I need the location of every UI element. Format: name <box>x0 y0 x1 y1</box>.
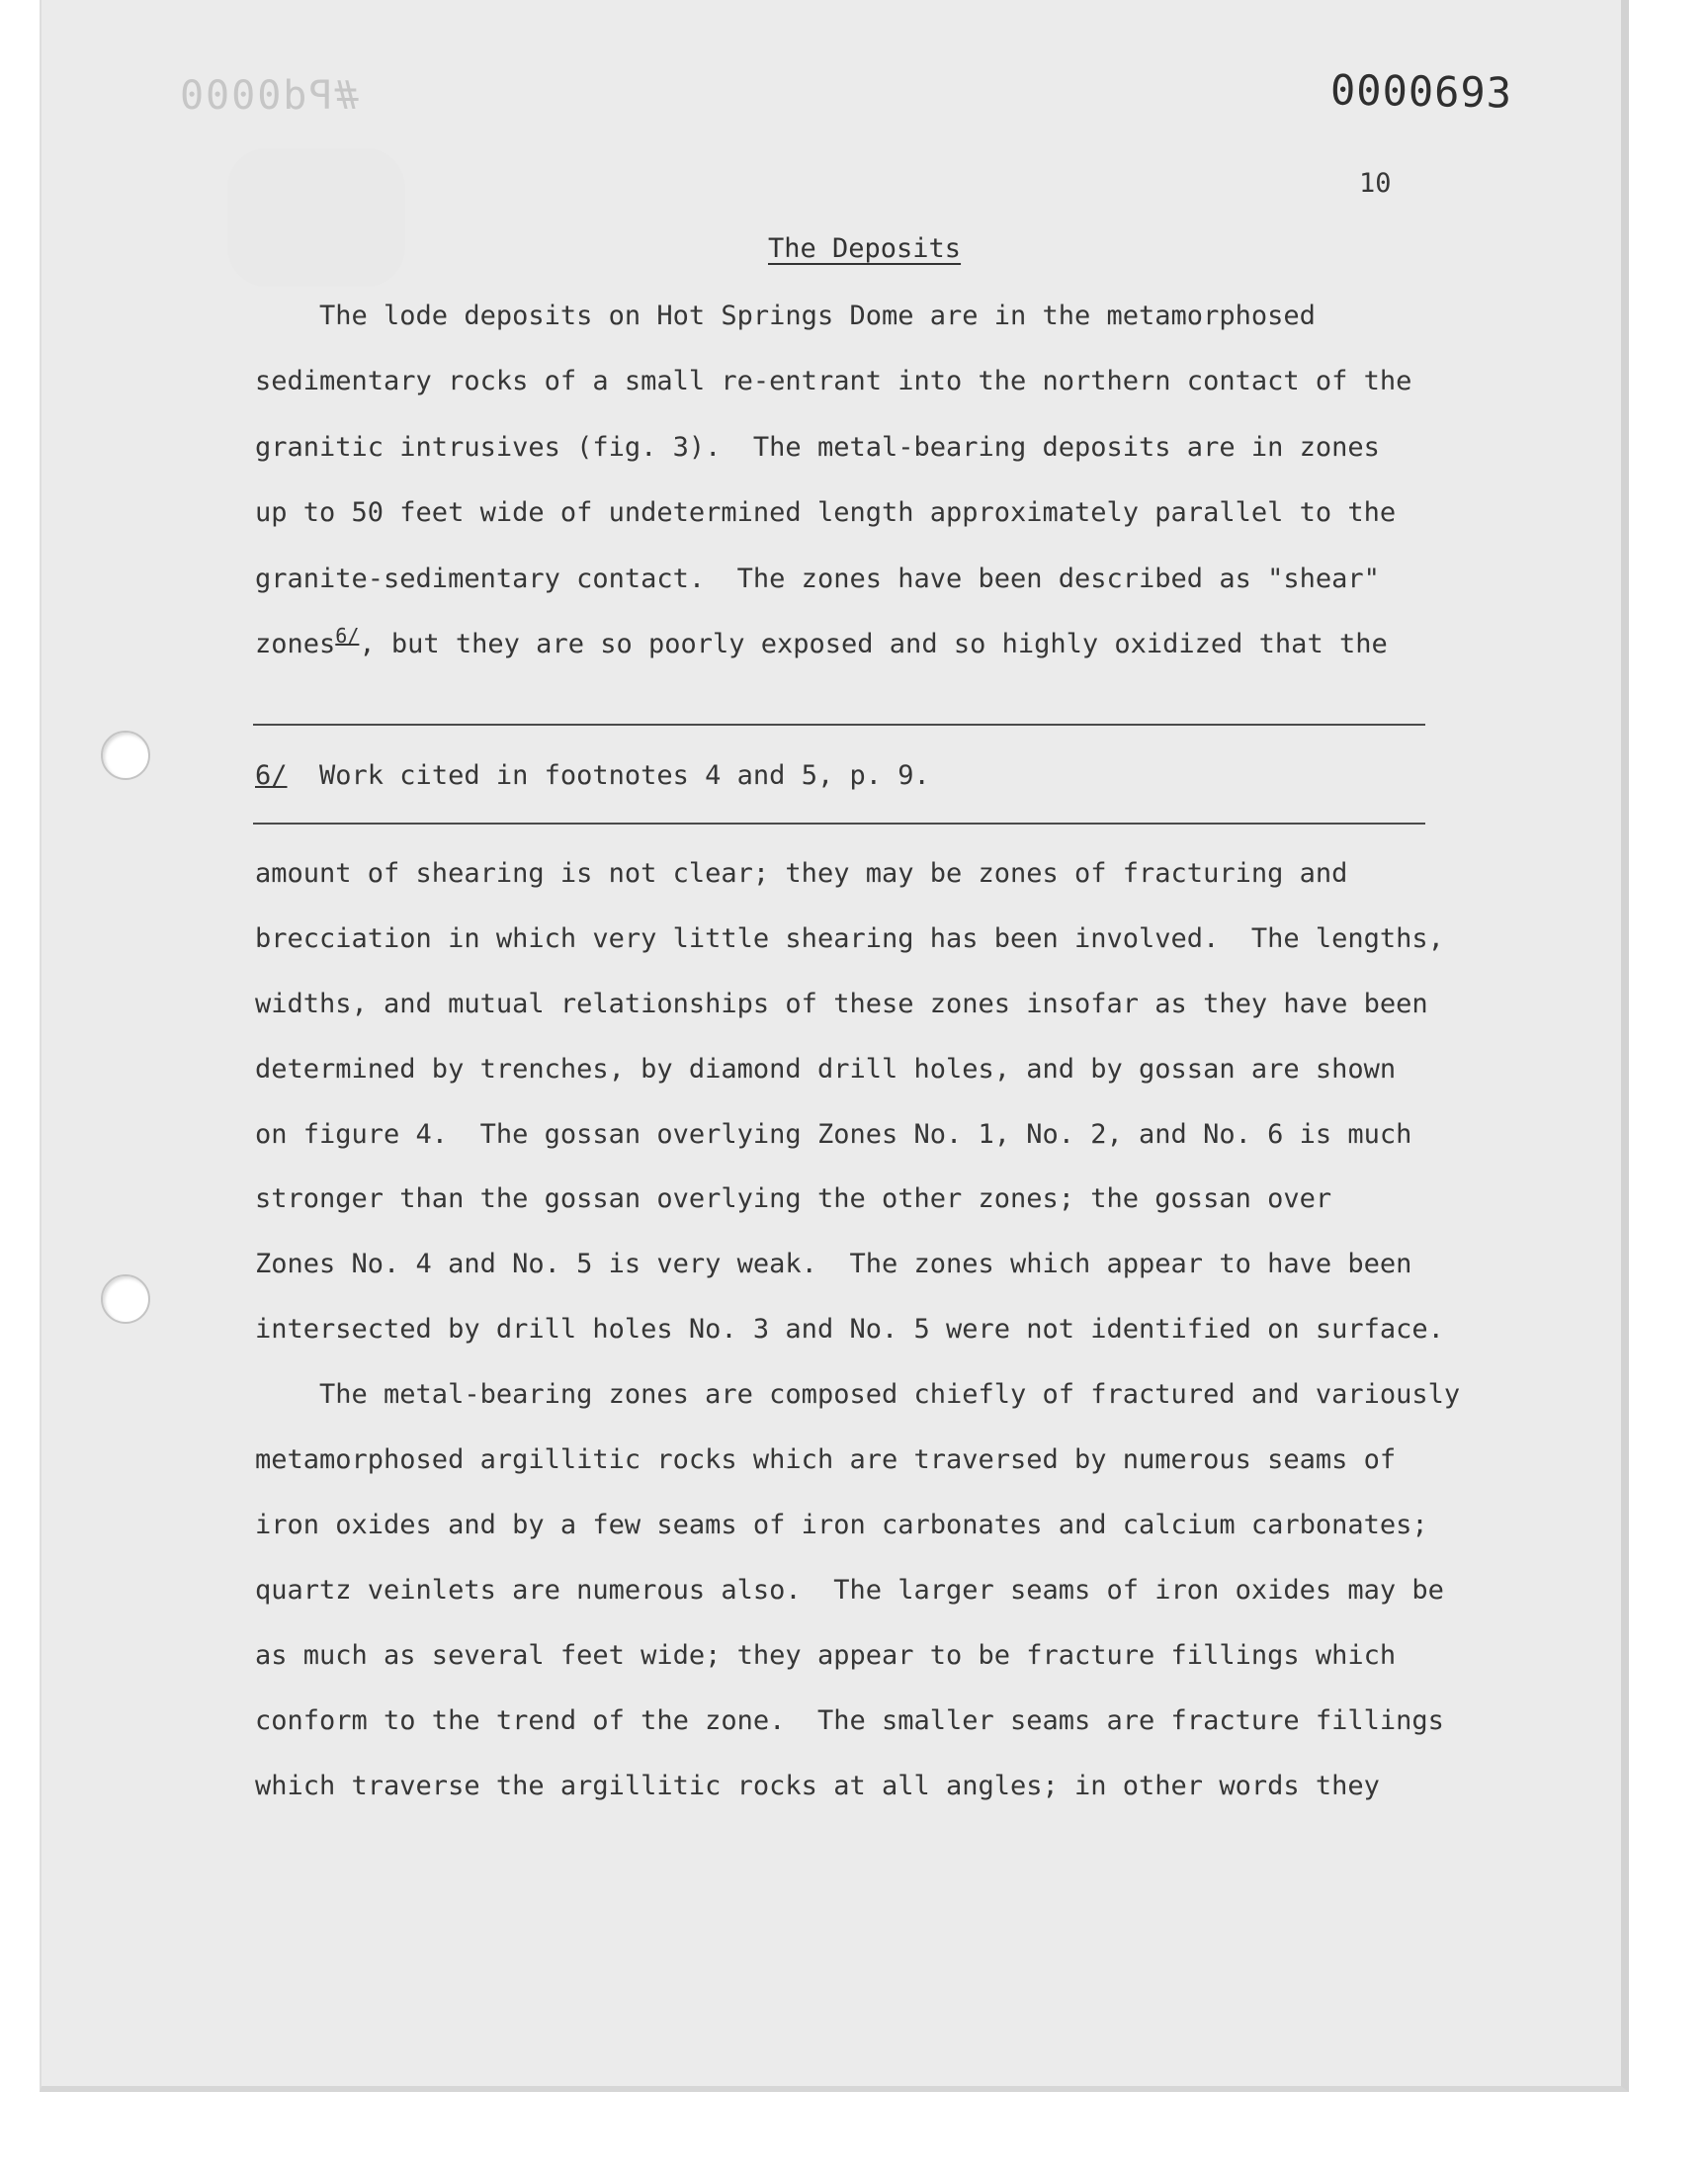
text-line: up to 50 feet wide of undetermined length approximately parallel to the <box>255 497 1397 528</box>
text-line: quartz veinlets are numerous also. The larger seams of iron oxides may be <box>255 1575 1444 1606</box>
footnote-rule-top <box>253 724 1425 726</box>
footnote <box>255 762 930 789</box>
text-line: amount of shearing is not clear; they may be zones of fracturing and <box>255 858 1348 889</box>
text-line: iron oxides and by a few seams of iron carbonates and calcium carbonates; <box>255 1510 1428 1540</box>
text-line: The lode deposits on Hot Springs Dome are in the metamorphosed <box>255 301 1316 331</box>
text-line: granitic intrusives (fig. 3). The metal-bearing deposits are in zones <box>255 432 1380 463</box>
footnote-reference: 6/ <box>335 624 360 648</box>
text-line: widths, and mutual relationships of these zones insofar as they have been <box>255 989 1428 1019</box>
text-line: Zones No. 4 and No. 5 is very weak. The zones which appear to have been <box>255 1249 1412 1279</box>
text-line: granite-sedimentary contact. The zones have been described as "shear" <box>255 564 1380 594</box>
text-fragment: , but they are so poorly exposed and so highly oxidized that the <box>359 629 1388 659</box>
footnote-marker: 6/ <box>255 760 288 791</box>
text-line: stronger than the gossan overlying the other zones; the gossan over <box>255 1183 1332 1214</box>
text-line: which traverse the argillitic rocks at all angles; in other words they <box>255 1771 1380 1801</box>
text-line: determined by trenches, by diamond drill holes, and by gossan are shown <box>255 1054 1397 1085</box>
text-line: on figure 4. The gossan overlying Zones No. 1, No. 2, and No. 6 is much <box>255 1119 1412 1150</box>
text-fragment: zones <box>255 629 336 659</box>
text-line: The metal-bearing zones are composed chiefly of fractured and variously <box>255 1379 1461 1410</box>
punch-hole <box>101 731 150 780</box>
text-line: sedimentary rocks of a small re-entrant into the northern contact of the <box>255 366 1412 396</box>
text-line-with-footnote-ref <box>255 624 1388 659</box>
text-line: as much as several feet wide; they appear to be fracture fillings which <box>255 1640 1397 1671</box>
text-line: brecciation in which very little shearing has been involved. The lengths, <box>255 923 1444 954</box>
bleed-through-smudge <box>227 148 405 287</box>
mirrored-stamp-number: #Pd0000 <box>178 73 359 119</box>
footnote-rule-bottom <box>253 823 1425 825</box>
punch-hole <box>101 1274 150 1324</box>
text-line: metamorphosed argillitic rocks which are traversed by numerous seams of <box>255 1444 1397 1475</box>
section-heading: The Deposits <box>768 233 962 264</box>
page-number: 10 <box>1359 168 1392 199</box>
footnote-text: Work cited in footnotes 4 and 5, p. 9. <box>287 760 930 791</box>
document-stamp-number: 0000693 <box>1329 65 1513 118</box>
text-line: conform to the trend of the zone. The smaller seams are fracture fillings <box>255 1705 1444 1736</box>
text-line: intersected by drill holes No. 3 and No. 5 were not identified on surface. <box>255 1314 1444 1345</box>
